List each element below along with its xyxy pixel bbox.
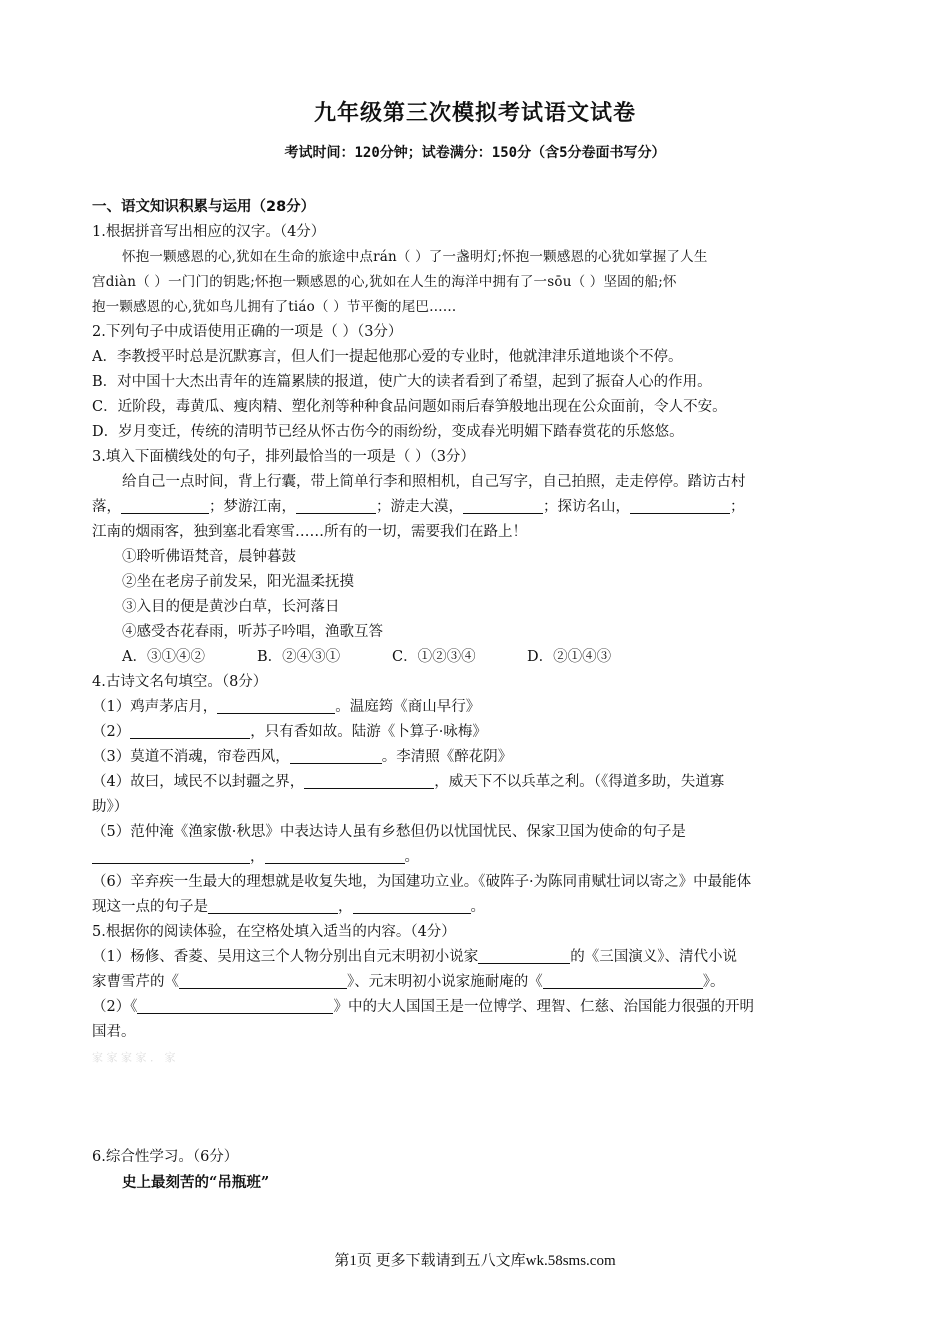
- page-footer: 第1页 更多下载请到五八文库wk.58sms.com: [334, 1253, 616, 1269]
- q3-options: [92, 645, 867, 670]
- q5-text: 的《三国演义》、清代小说: [570, 949, 737, 965]
- q4-sub-4: [92, 770, 867, 795]
- answer-blank[interactable]: [265, 847, 405, 864]
- q6-passage-title: 史上最刻苦的“吊瓶班”: [122, 1174, 270, 1191]
- q5-sub-2-cont: 国君。: [92, 1024, 136, 1040]
- q3-passage-2: [92, 495, 867, 520]
- q6-stem: 6.综合性学习。（6分）: [92, 1149, 239, 1165]
- exam-content: [92, 195, 867, 1195]
- q4-text: （2）: [92, 724, 131, 740]
- q4-sub-5-blanks: [92, 845, 867, 870]
- q2-stem: 2.下列句子中成语使用正确的一项是（ ）（3分）: [92, 324, 403, 340]
- q5-sub-2: [92, 995, 867, 1020]
- q4-sub-2: [92, 720, 867, 745]
- q3-text-a: 落，: [92, 499, 121, 515]
- q4-text: 。李清照《醉花阴》: [381, 749, 513, 765]
- q4-text: 。温庭筠《商山早行》: [335, 699, 481, 715]
- q2-option-b: B．对中国十大杰出青年的连篇累牍的报道，使广大的读者看到了希望，起到了振奋人心的作用。: [92, 374, 712, 390]
- q4-sub-4-cont: 助》）: [92, 799, 129, 815]
- spacer: [92, 1070, 867, 1145]
- answer-blank[interactable]: [630, 497, 730, 514]
- q4-text: ，威天下不以兵革之利。（《得道多助，失道寡: [434, 774, 725, 790]
- q4-text: 。: [404, 849, 419, 865]
- q3-option-b: B．②④③①: [257, 649, 341, 665]
- answer-blank[interactable]: [217, 697, 335, 714]
- q1-stem: 1.根据拼音写出相应的汉字。（4分）: [92, 224, 326, 240]
- answer-blank[interactable]: [121, 497, 209, 514]
- q5-text: 家曹雪芹的《: [92, 974, 179, 990]
- q2-option-a: A．李教授平时总是沉默寡言，但人们一提起他那心爱的专业时，他就津津乐道地谈个不停。: [92, 349, 683, 365]
- q4-text: ，: [338, 899, 353, 915]
- q4-text: （1）鸡声茅店月，: [92, 699, 218, 715]
- q5-sub-1: [92, 945, 867, 970]
- answer-blank[interactable]: [543, 972, 703, 989]
- q3-item-2: ②坐在老房子前发呆，阳光温柔抚摸: [122, 574, 354, 590]
- q3-item-4: ④感受杏花春雨，听苏子吟唱，渔歌互答: [122, 624, 383, 640]
- q5-sub-1-cont: [92, 970, 867, 995]
- q5-text: （1）杨修、香菱、吴用这三个人物分别出自元末明初小说家: [92, 949, 479, 965]
- q4-sub-6: （6）辛弃疾一生最大的理想就是收复失地，为国建功立业。《破阵子·为陈同甫赋壮词以寄之》中最能体: [92, 874, 752, 890]
- q3-option-c: C．①②③④: [392, 649, 476, 665]
- answer-blank[interactable]: [92, 847, 250, 864]
- answer-blank[interactable]: [304, 772, 434, 789]
- q3-text-b: ；梦游江南，: [209, 499, 296, 515]
- q4-text: （3）莫道不消魂，帘卷西风，: [92, 749, 290, 765]
- q3-text-d: ；探访名山，: [543, 499, 630, 515]
- q4-text: ，: [250, 849, 265, 865]
- answer-blank[interactable]: [179, 972, 347, 989]
- exam-title: 九年级第三次模拟考试语文试卷: [313, 101, 636, 126]
- q5-text: 》、元末明初小说家施耐庵的《: [347, 974, 543, 990]
- q3-item-1: ①聆听佛语梵音，晨钟暮鼓: [122, 549, 296, 565]
- q4-text: （4）故曰，域民不以封疆之界，: [92, 774, 305, 790]
- q1-line-1: 怀抱一颗感恩的心,犹如在生命的旅途中点rán（ ）了一盏明灯;怀抱一颗感恩的心犹如掌握了人生: [122, 249, 708, 265]
- q5-text: 》中的大人国国王是一位博学、理智、仁慈、治国能力很强的开明: [333, 999, 754, 1015]
- q4-sub-3: [92, 745, 867, 770]
- answer-blank[interactable]: [130, 722, 250, 739]
- section-heading: 一、语文知识积累与运用（28分）: [92, 199, 316, 215]
- q4-text: 现这一点的句子是: [92, 899, 208, 915]
- q5-text: 》。: [702, 974, 725, 990]
- answer-blank[interactable]: [478, 947, 570, 964]
- q3-passage-3: 江南的烟雨客，独到塞北看寒雪……所有的一切，需要我们在路上！: [92, 524, 527, 540]
- q3-passage-1: 给自己一点时间，背上行囊，带上简单行李和照相机，自己写字，自己拍照，走走停停。踏访古村: [122, 474, 746, 490]
- q3-stem: 3.填入下面横线处的句子，排列最恰当的一项是（ ）（3分）: [92, 449, 475, 465]
- answer-blank[interactable]: [463, 497, 543, 514]
- q4-text: 。: [470, 899, 485, 915]
- q3-text-c: ；游走大漠，: [376, 499, 463, 515]
- q4-sub-6-blanks: [92, 895, 867, 920]
- q2-option-d: D．岁月变迁，传统的清明节已经从怀古伤今的雨纷纷，变成春光明媚下踏春赏花的乐悠悠。: [92, 424, 684, 440]
- exam-subtitle: 考试时间：120分钟；试卷满分：150分（含5分卷面书写分）: [284, 145, 666, 161]
- q3-option-d: D．②①④③: [527, 649, 612, 665]
- q4-sub-5: （5）范仲淹《渔家傲·秋思》中表达诗人虽有乡愁但仍以忧国忧民、保家卫国为使命的句子是: [92, 824, 686, 840]
- answer-blank[interactable]: [353, 897, 471, 914]
- answer-blank[interactable]: [137, 997, 333, 1014]
- answer-blank[interactable]: [296, 497, 376, 514]
- q4-sub-1: [92, 695, 867, 720]
- q4-text: ，只有香如故。陆游《卜算子·咏梅》: [250, 724, 487, 740]
- q3-text-e: ；: [730, 499, 745, 515]
- answer-blank[interactable]: [290, 747, 382, 764]
- q2-option-c: C．近阶段，毒黄瓜、瘦肉精、塑化剂等种种食品问题如雨后春笋般地出现在公众面前，令人不安。: [92, 399, 727, 415]
- q5-text: （2）《: [92, 999, 138, 1015]
- q3-item-3: ③入目的便是黄沙白草，长河落日: [122, 599, 340, 615]
- q1-line-3: 抱一颗感恩的心,犹如鸟儿拥有了tiáo（ ）节平衡的尾巴……: [92, 299, 457, 315]
- q3-option-a: A．③①④②: [122, 649, 205, 665]
- q1-line-2: 宫diàn（ ）一门门的钥匙;怀抱一颗感恩的心,犹如在人生的海洋中拥有了一sōu（ ）坚固的船;怀: [92, 274, 677, 290]
- q5-stem: 5.根据你的阅读体验，在空格处填入适当的内容。（4分）: [92, 924, 456, 940]
- faint-watermark-text: 家 家 家 家 ． 家: [92, 1051, 176, 1064]
- answer-blank[interactable]: [208, 897, 338, 914]
- q4-stem: 4.古诗文名句填空。（8分）: [92, 674, 268, 690]
